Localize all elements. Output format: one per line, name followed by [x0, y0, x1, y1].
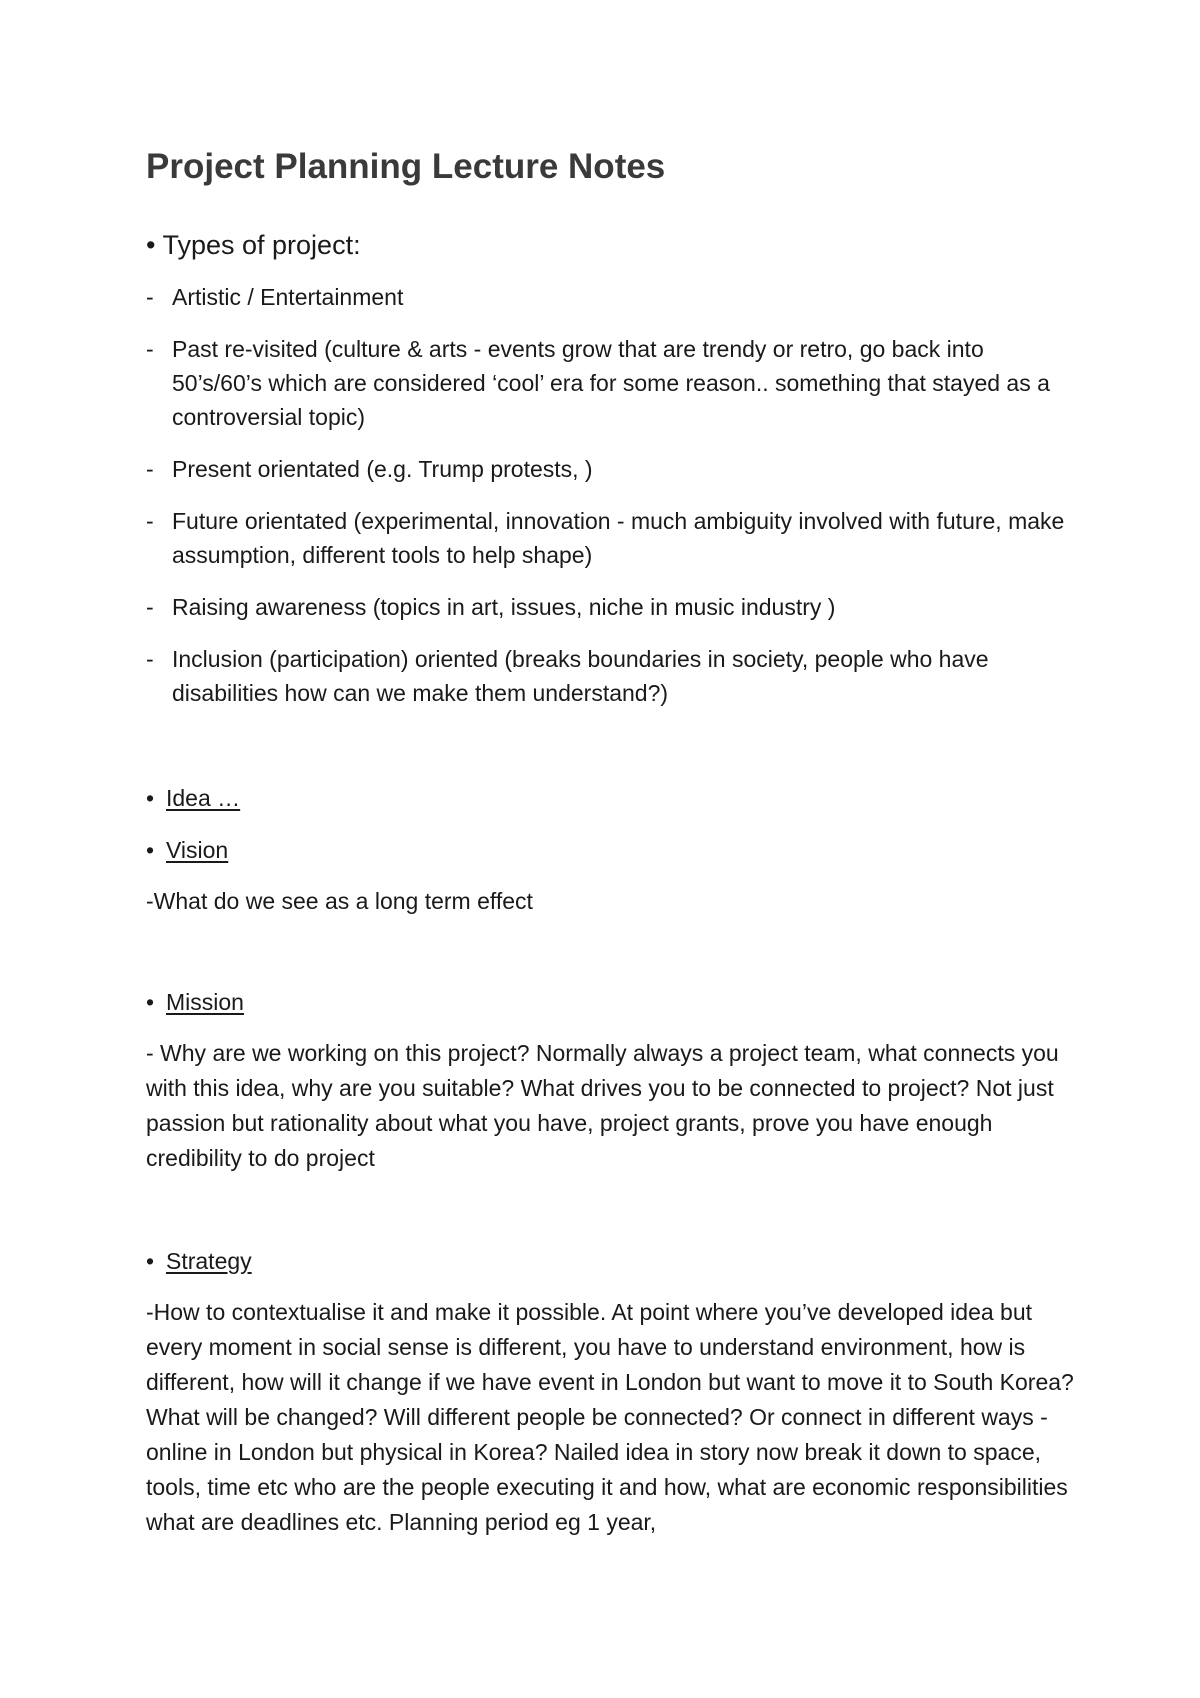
- section-mission: [146, 986, 244, 1018]
- list-item-text: Artistic / Entertainment: [172, 284, 404, 310]
- bullet-icon: •: [146, 989, 155, 1015]
- section-strategy: [146, 1245, 252, 1277]
- list-item-text: Raising awareness (topics in art, issues, niche in music industry ): [172, 594, 836, 620]
- list-item-text: Past re-visited (culture & arts - events grow that are trendy or retro, go back into 50’s/60’s which are considered ‘cool’ era for some reason.. something that stayed as a controversial topic): [172, 336, 1050, 430]
- dash-marker: -: [146, 646, 154, 672]
- dash-marker: -: [146, 284, 154, 310]
- dash-marker: -: [146, 456, 154, 482]
- dash-marker: -: [146, 336, 154, 362]
- mission-text: - Why are we working on this project? Normally always a project team, what connects you with this idea, why are you suitable? What drives you to be connected to project? Not just passion but rationality about what you have, project grants, prove you have enough credibility to do project: [146, 1040, 1059, 1171]
- vision-text: -What do we see as a long term effect: [146, 888, 533, 914]
- section-vision-label: Vision: [166, 837, 229, 863]
- list-item-text: Future orientated (experimental, innovation - much ambiguity involved with future, make assumption, different tools to help shape): [172, 508, 1065, 568]
- section-mission-label: Mission: [166, 989, 244, 1015]
- list-item: [146, 452, 1076, 486]
- section-idea-label: Idea …: [166, 785, 241, 811]
- list-item-text: Present orientated (e.g. Trump protests, ): [172, 456, 593, 482]
- types-heading-label: Types of project:: [162, 230, 361, 260]
- bullet-icon: •: [146, 230, 156, 260]
- list-item: [146, 590, 1076, 624]
- dash-marker: -: [146, 508, 154, 534]
- bullet-icon: •: [146, 1248, 155, 1274]
- section-strategy-label: Strategy: [166, 1248, 252, 1274]
- bullet-icon: •: [146, 785, 155, 811]
- document-title: Project Planning Lecture Notes: [146, 147, 666, 186]
- list-item: [146, 504, 1076, 572]
- strategy-text: -How to contextualise it and make it possible. At point where you’ve developed idea but every moment in social sense is different, you have to understand environment, how is different, how will it change if we have event in London but want to move it to South Korea? What will be changed? Will different people be connected? Or connect in different ways - online in London but physical in Korea? Nailed idea in story now break it down to space, tools, time etc who are the people executing it and how, what are economic responsibilities what are deadlines etc. Planning period eg 1 year,: [146, 1299, 1074, 1535]
- bullet-icon: •: [146, 837, 155, 863]
- list-item-text: Inclusion (participation) oriented (breaks boundaries in society, people who have disabilities how can we make them understand?): [172, 646, 989, 706]
- list-item: [146, 642, 1076, 710]
- dash-marker: -: [146, 594, 154, 620]
- section-idea: [146, 782, 240, 814]
- list-item: [146, 280, 1076, 314]
- list-item: [146, 332, 1076, 434]
- types-heading: [146, 228, 361, 262]
- section-vision: [146, 834, 228, 866]
